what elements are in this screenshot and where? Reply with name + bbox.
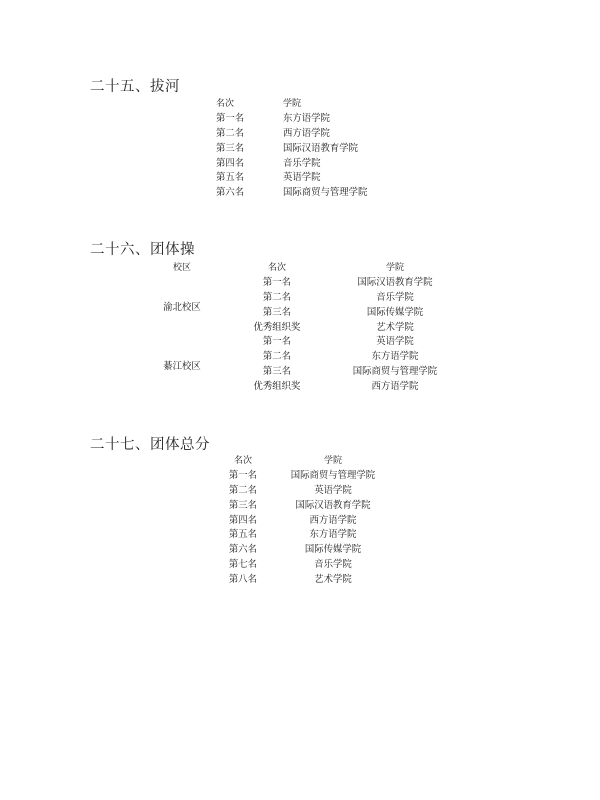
college-cell: 东方语学院 [371,351,419,363]
college-cell: 艺术学院 [376,321,414,333]
table-row [0,469,600,484]
rank-cell: 第八名 [228,574,258,586]
college-cell: 国际汉语教育学院 [283,142,359,154]
college-cell: 音乐学院 [376,291,414,303]
rank-cell: 第四名 [216,157,245,169]
college-cell: 英语学院 [376,336,414,348]
table-row [0,365,600,380]
rank-cell: 第一名 [262,336,292,348]
rank-cell: 第一名 [228,469,258,481]
rank-cell: 第六名 [216,187,245,199]
college-cell: 国际汉语教育学院 [295,499,371,511]
section-title-tug-of-war: 二十五、拔河 [90,79,180,95]
college-cell: 国际传媒学院 [304,544,362,556]
college-cell: 国际商贸与管理学院 [283,187,368,199]
table-row [0,499,600,514]
rank-cell: 第四名 [228,514,258,526]
table-row [0,276,600,291]
rank-cell: 第三名 [216,142,245,154]
college-cell: 西方语学院 [309,514,357,526]
table-row [0,543,600,558]
group-gymnastics-results-table [0,261,600,395]
rank-cell: 优秀组织奖 [253,381,301,393]
college-column-header: 学院 [283,99,302,109]
table-row [0,157,600,172]
tug-of-war-results-table [0,97,600,201]
college-cell: 音乐学院 [283,157,321,169]
college-cell: 音乐学院 [314,559,352,571]
college-column-header: 学院 [385,263,405,273]
college-cell: 国际汉语教育学院 [357,276,433,288]
table-row [0,142,600,157]
table-row [0,171,600,186]
section-title-group-gymnastics: 二十六、团体操 [90,242,195,258]
college-cell: 西方语学院 [283,127,330,139]
table-row [0,484,600,499]
table-header-row [0,261,600,276]
college-cell: 东方语学院 [309,529,357,541]
college-cell: 东方语学院 [283,112,330,124]
college-cell: 英语学院 [283,172,321,184]
table-row [0,335,600,350]
rank-cell: 第二名 [262,351,292,363]
college-cell: 英语学院 [314,484,352,496]
campus-cell-yubei: 渝北校区 [163,301,201,313]
rank-cell: 优秀组织奖 [253,321,301,333]
college-cell: 西方语学院 [371,381,419,393]
rank-cell: 第一名 [216,112,245,124]
rank-cell: 第二名 [216,127,245,139]
table-row [0,528,600,543]
rank-column-header: 名次 [216,99,235,109]
team-total-score-table [0,454,600,588]
table-row [0,306,600,321]
rank-column-header: 名次 [233,456,253,466]
college-cell: 国际商贸与管理学院 [352,366,438,378]
table-header-row [0,454,600,469]
table-row [0,573,600,588]
table-row [0,291,600,306]
campus-cell-qijiang: 綦江校区 [163,361,201,372]
table-row [0,186,600,201]
table-row [0,112,600,127]
college-column-header: 学院 [323,456,343,466]
rank-cell: 第二名 [228,484,258,496]
rank-column-header: 名次 [267,263,287,273]
college-cell: 国际传媒学院 [366,306,424,318]
table-row [0,514,600,529]
rank-cell: 第三名 [262,306,292,318]
college-cell: 艺术学院 [314,574,352,586]
rank-cell: 第五名 [216,172,245,184]
rank-cell: 第三名 [228,499,258,511]
table-row [0,350,600,365]
rank-cell: 第三名 [262,366,292,378]
rank-cell: 第一名 [262,276,292,288]
campus-column-header: 校区 [172,263,192,273]
rank-cell: 第六名 [228,544,258,556]
rank-cell: 第二名 [262,291,292,303]
rank-cell: 第五名 [228,529,258,541]
table-row [0,321,600,336]
table-row [0,380,600,395]
rank-cell: 第七名 [228,559,258,571]
table-row [0,127,600,142]
college-cell: 国际商贸与管理学院 [290,469,376,481]
table-row [0,558,600,573]
table-header-row [0,97,600,112]
section-title-team-total-score: 二十七、团体总分 [90,437,210,453]
